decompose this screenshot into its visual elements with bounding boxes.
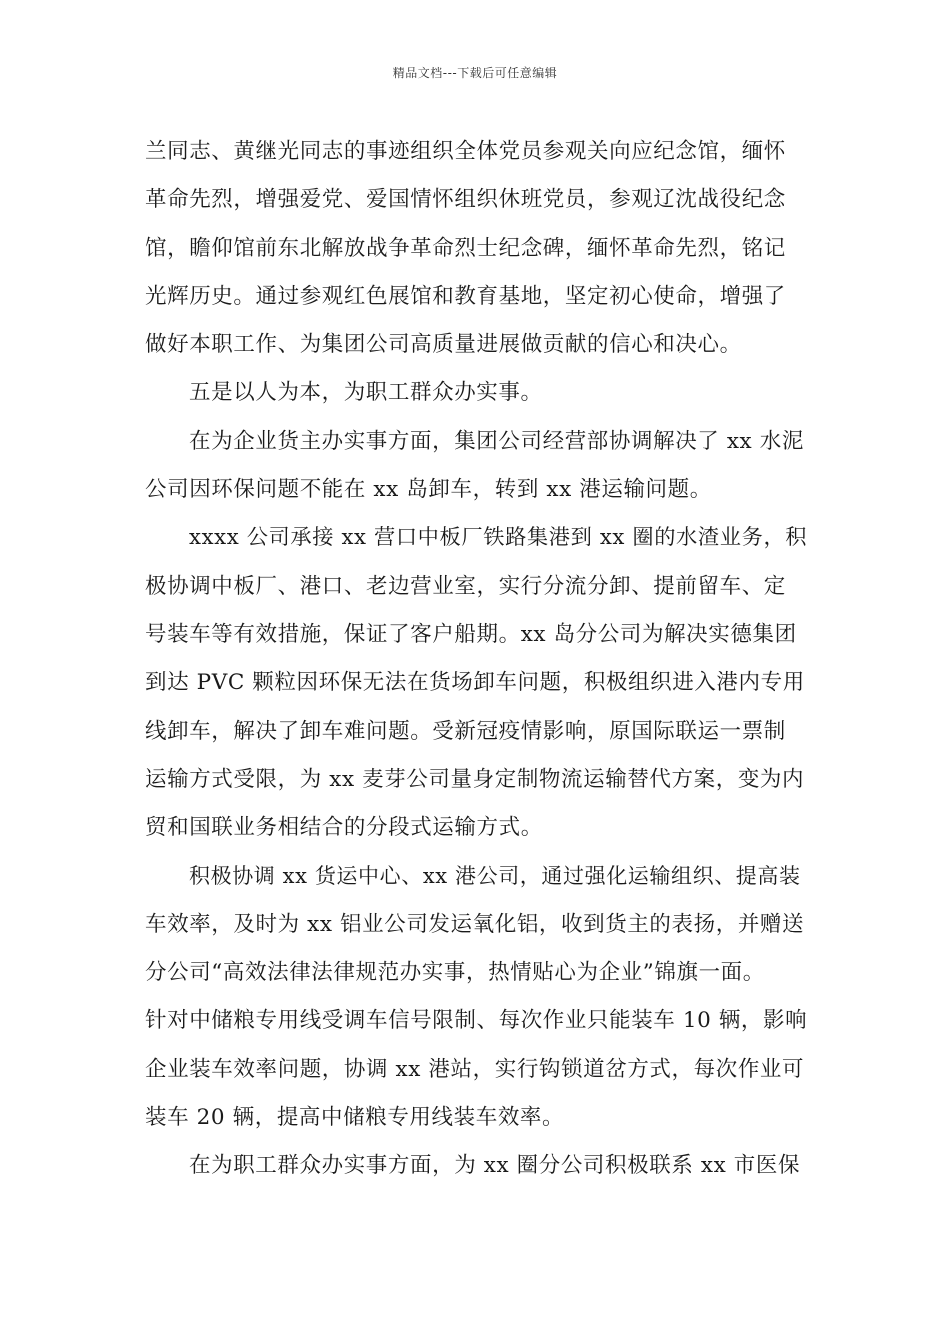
text-line: 做好本职工作、为集团公司高质量进展做贡献的信心和决心。 — [145, 332, 742, 358]
text-line: 兰同志、黄继光同志的事迹组织全体党员参观关向应纪念馆，缅怀 — [145, 139, 786, 164]
text-line: xxxx 公司承接 xx 营口中板厂铁路集港到 xx 圈的水渣业务，积 — [189, 525, 808, 551]
text-line: 针对中储粮专用线受调车信号限制、每次作业只能装车 10 辆，影响 — [145, 1008, 808, 1034]
page-header: 精品文档---下载后可任意编辑 — [392, 66, 558, 80]
text-line: 馆，瞻仰馆前东北解放战争革命烈士纪念碑，缅怀革命先烈，铭记 — [145, 235, 786, 261]
text-line: 革命先烈，增强爱党、爱国情怀组织休班党员，参观辽沈战役纪念 — [145, 187, 786, 213]
text-line: 极协调中板厂、港口、老边营业室，实行分流分卸、提前留车、定 — [145, 573, 786, 599]
text-line: 五是以人为本，为职工群众办实事。 — [189, 380, 543, 406]
text-line: 到达 PVC 颗粒因环保无法在货场卸车问题，积极组织进入港内专用 — [145, 670, 805, 696]
text-line: 在为职工群众办实事方面，为 xx 圈分公司积极联系 xx 市医保 — [189, 1153, 801, 1179]
text-line: 运输方式受限，为 xx 麦芽公司量身定制物流运输替代方案，变为内 — [145, 766, 805, 792]
text-line: 号装车等有效措施，保证了客户船期。xx 岛分公司为解决实德集团 — [145, 621, 797, 647]
text-line: 在为企业货主办实事方面，集团公司经营部协调解决了 xx 水泥 — [189, 428, 804, 454]
body-text — [145, 128, 807, 1191]
text-line: 装车 20 辆，提高中储粮专用线装车效率。 — [145, 1104, 565, 1130]
text-line: 车效率，及时为 xx 铝业公司发运氧化铝，收到货主的表扬，并赠送 — [145, 911, 805, 937]
text-line: 线卸车，解决了卸车难问题。受新冠疫情影响，原国际联运一票制 — [145, 718, 786, 744]
text-line: 分公司“高效法律法律规范办实事，热情贴心为企业”锦旗一面。 — [145, 960, 765, 986]
text-line: 企业装车效率问题，协调 xx 港站，实行钩锁道岔方式，每次作业可 — [145, 1056, 805, 1082]
text-line: 公司因环保问题不能在 xx 岛卸车，转到 xx 港运输问题。 — [145, 477, 712, 503]
text-line: 贸和国联业务相结合的分段式运输方式。 — [145, 815, 543, 841]
text-line: 积极协调 xx 货运中心、xx 港公司，通过强化运输组织、提高装 — [189, 864, 801, 889]
text-line: 光辉历史。通过参观红色展馆和教育基地，坚定初心使命，增强了 — [145, 283, 786, 309]
